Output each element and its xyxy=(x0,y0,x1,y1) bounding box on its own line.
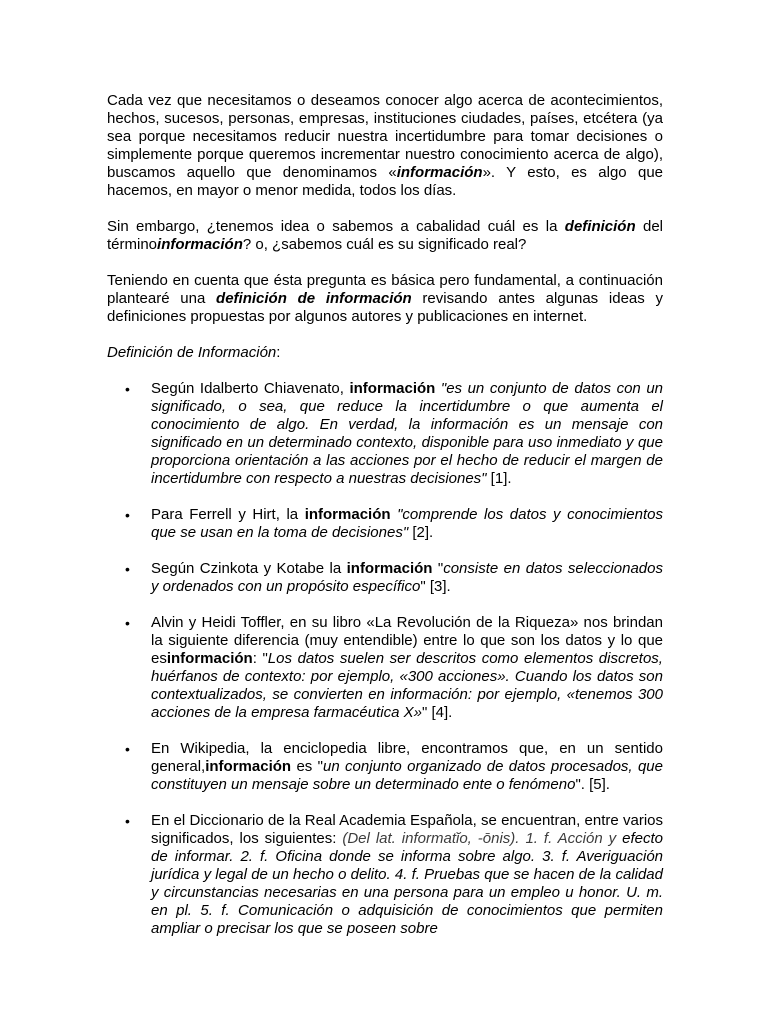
document-page xyxy=(107,92,663,938)
context-text-end: revisando antes algunas ideas y definiciones propuestas por algunos autores y publicaciones en internet. xyxy=(107,290,663,325)
term-informacion: información xyxy=(304,506,391,523)
item-quote: efecto de informar. 2. f. Oficina donde se informa sobre algo. 3. f. Averiguación jurídica y legal de un hecho o delito. 4. f. Pruebas que se hacen de la calidad y circunstancias necesarias en una persona para un empleo u honor. U. m. en pl. 5. f. Comunicación o adquisición de conocimientos que permiten ampliar o precisar los que se poseen sobre xyxy=(151,830,664,937)
item-intro: Según Czinkota y Kotabe la xyxy=(151,560,347,577)
intro-text-end: ». Y esto, es algo que hacemos, en mayor o menor medida, todos los días. xyxy=(107,164,664,199)
intro-paragraph xyxy=(107,92,663,200)
item-intro: Según Idalberto Chiavenato, xyxy=(151,380,350,397)
list-item xyxy=(107,740,663,794)
bullet-icon: • xyxy=(125,813,130,829)
context-paragraph xyxy=(107,272,663,326)
item-quote-open: : " xyxy=(252,650,268,667)
item-etymology: (Del lat. informatĭo, -ōnis). 1. f. Acción y xyxy=(342,830,617,847)
context-text: Teniendo en cuenta que ésta pregunta es básica pero fundamental, a continuación plantearé una xyxy=(107,272,663,307)
item-quote-open: " xyxy=(432,560,444,577)
term-informacion: información xyxy=(157,236,243,253)
item-reference: [1]. xyxy=(486,470,512,487)
list-item xyxy=(107,506,663,542)
term-informacion: información xyxy=(166,650,253,667)
item-quote-open: es " xyxy=(291,758,323,775)
intro-text: Cada vez que necesitamos o deseamos conocer algo acerca de acontecimientos, hechos, sucesos, personas, empresas, instituciones ciudades, países, etcétera (ya sea porque necesitamos reducir nuestra incertidumbre para tomar decisiones o simplemente porque queremos incrementar nuestro conocimiento acerca de algo), buscamos aquello que denominamos « xyxy=(107,92,663,181)
item-intro: Alvin y Heidi Toffler, en su libro «La Revolución de la Riqueza» nos brindan la siguiente diferencia (muy entendible) entre lo que son los datos y lo que es xyxy=(151,614,663,667)
term-informacion: información xyxy=(346,560,433,577)
bullet-icon: • xyxy=(125,615,130,631)
section-heading xyxy=(107,344,663,362)
item-reference: " [4]. xyxy=(421,704,453,721)
item-quote: "es un conjunto de datos con un significado, o sea, que reduce la incertidumbre o que aumenta el conocimiento de algo. En verdad, la información es un mensaje con significado en un determinado contexto, disponible para uso inmediato y que proporciona orientación a las acciones por el hecho de reducir el margen de incertidumbre con respecto a nuestras decisiones" xyxy=(151,380,663,487)
definitions-list xyxy=(107,380,664,937)
bullet-icon: • xyxy=(125,561,130,577)
term-informacion: información xyxy=(396,164,483,181)
list-item xyxy=(107,614,663,722)
item-intro: Para Ferrell y Hirt, la xyxy=(151,506,305,523)
section-heading-text: Definición de Información xyxy=(107,344,277,361)
bullet-icon: • xyxy=(125,381,130,397)
question-text-mid: del término xyxy=(107,218,663,253)
bullet-icon: • xyxy=(125,507,130,523)
item-reference: ". [5]. xyxy=(575,776,610,793)
bullet-icon: • xyxy=(125,741,130,757)
list-item xyxy=(107,560,663,596)
list-item xyxy=(107,380,663,488)
item-intro: En Wikipedia, la enciclopedia libre, encontramos que, en un sentido general, xyxy=(151,740,663,775)
section-heading-colon: : xyxy=(276,344,281,361)
item-quote: consiste en datos seleccionados y ordenados con un propósito específico xyxy=(151,560,663,595)
list-item xyxy=(107,812,664,937)
question-text: Sin embargo, ¿tenemos idea o sabemos a cabalidad cuál es la xyxy=(107,218,565,235)
question-text-end: ? o, ¿sabemos cuál es su significado real? xyxy=(242,236,527,253)
item-intro: En el Diccionario de la Real Academia Española, se encuentran, entre varios significados, los siguientes: xyxy=(151,812,663,847)
question-paragraph xyxy=(107,218,663,254)
item-reference: [2]. xyxy=(408,524,434,541)
term-definicion-de-informacion: definición de información xyxy=(216,290,412,307)
term-informacion: información xyxy=(349,380,436,397)
item-reference: " [3]. xyxy=(420,578,451,595)
item-quote: un conjunto organizado de datos procesados, que constituyen un mensaje sobre un determinado ente o fenómeno xyxy=(151,758,663,793)
term-definicion: definición xyxy=(564,218,636,235)
term-informacion: información xyxy=(205,758,292,775)
item-quote: Los datos suelen ser descritos como elementos discretos, huérfanos de contexto: por ejemplo, «300 acciones». Cuando los datos son contextualizados, se convierten en información: por ejemplo, «tenemos 300 acciones de la empresa farmacéutica X» xyxy=(151,650,663,721)
item-quote: "comprende los datos y conocimientos que se usan en la toma de decisiones" xyxy=(151,506,663,541)
